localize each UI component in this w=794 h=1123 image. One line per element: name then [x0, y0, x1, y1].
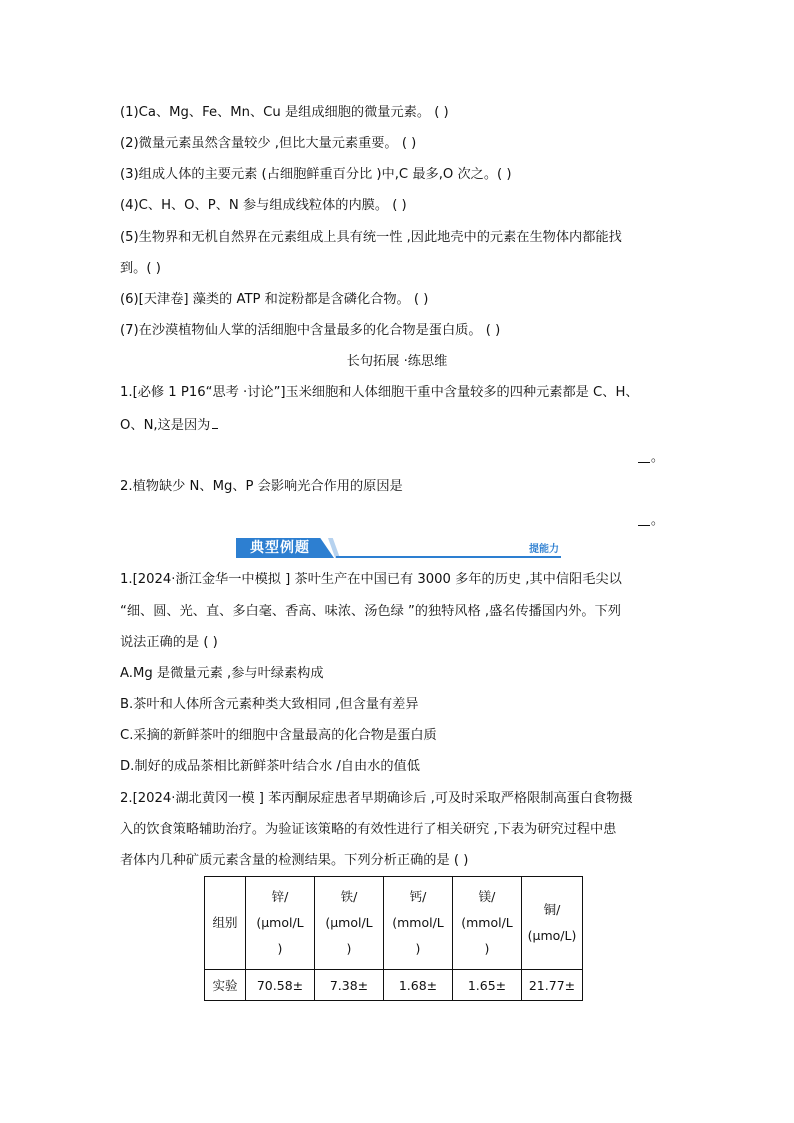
- end-mark: 。: [650, 513, 664, 528]
- table-header-magnesium: 镁/ (mmol/L ): [453, 877, 522, 970]
- table-header-calcium: 钙/ (mmol/L ): [384, 877, 453, 970]
- section-banner: [236, 538, 561, 558]
- judgment-5-cont: 到。( ): [120, 261, 161, 276]
- judgment-2: (2)微量元素虽然含量较少 ,但比大量元素重要。 ( ): [120, 136, 417, 151]
- table-row: [205, 970, 583, 1001]
- judgment-7: (7)在沙漠植物仙人掌的活细胞中含量最多的化合物是蛋白质。 ( ): [120, 323, 501, 338]
- example-1-line1: 1.[2024·浙江金华一中模拟 ] 茶叶生产在中国已有 3000 多年的历史 ,其中信阳毛尖以: [120, 572, 622, 587]
- option-d: D.制好的成品茶相比新鲜茶叶结合水 /自由水的值低: [120, 759, 420, 774]
- table-cell: 70.58±: [246, 970, 315, 1001]
- long-question-1-text: O、N,这是因为: [120, 418, 211, 433]
- banner-right-label: 提能力: [529, 544, 559, 555]
- example-2-line2: 入的饮食策略辅助治疗。为验证该策略的有效性进行了相关研究 ,下表为研究过程中患: [120, 822, 617, 837]
- table-header-zinc: 锌/ (μmol/L ): [246, 877, 315, 970]
- long-question-1-line2: [120, 414, 218, 436]
- judgment-5: (5)生物界和无机自然界在元素组成上具有统一性 ,因此地壳中的元素在生物体内都能找: [120, 230, 622, 245]
- table-cell: 21.77±: [522, 970, 583, 1001]
- judgment-1: (1)Ca、Mg、Fe、Mn、Cu 是组成细胞的微量元素。 ( ): [120, 105, 449, 120]
- banner-title: 典型例题: [250, 540, 310, 556]
- example-2-line3: 者体内几种矿质元素含量的检测结果。下列分析正确的是 ( ): [120, 853, 469, 868]
- long-question-2-end: [638, 511, 664, 531]
- answer-blank[interactable]: [212, 414, 218, 429]
- table-header-iron: 铁/ (μmol/L ): [315, 877, 384, 970]
- table-cell: 1.68±: [384, 970, 453, 1001]
- long-question-2-line1: 2.植物缺少 N、Mg、P 会影响光合作用的原因是: [120, 479, 403, 494]
- example-1-line3: 说法正确的是 ( ): [120, 635, 218, 650]
- mineral-table: [204, 876, 583, 1001]
- end-mark: 。: [650, 450, 664, 465]
- table-cell-group: 实验: [205, 970, 246, 1001]
- example-2-line1: 2.[2024·湖北黄冈一模 ] 苯丙酮尿症患者早期确诊后 ,可及时采取严格限制高蛋白食物摄: [120, 791, 633, 806]
- table-cell: 7.38±: [315, 970, 384, 1001]
- option-a: A.Mg 是微量元素 ,参与叶绿素构成: [120, 666, 324, 681]
- answer-blank[interactable]: [638, 512, 650, 526]
- judgment-6: (6)[天津卷] 藻类的 ATP 和淀粉都是含磷化合物。 ( ): [120, 292, 429, 307]
- answer-blank[interactable]: [638, 449, 650, 463]
- example-1-line2: “细、圆、光、直、多白毫、香高、味浓、汤色绿 ”的独特风格 ,盛名传播国内外。下列: [120, 604, 621, 619]
- option-b: B.茶叶和人体所含元素种类大致相同 ,但含量有差异: [120, 697, 419, 712]
- section-heading: 长句拓展 ·练思维: [346, 354, 448, 369]
- long-question-1-end: [638, 448, 664, 468]
- judgment-3: (3)组成人体的主要元素 (占细胞鲜重百分比 )中,C 最多,O 次之。( ): [120, 167, 512, 182]
- long-question-1-line1: 1.[必修 1 P16“思考 ·讨论”]玉米细胞和人体细胞干重中含量较多的四种元素都是 C、H、: [120, 385, 639, 400]
- table-header-copper: 铜/ (μmo/L): [522, 877, 583, 970]
- option-c: C.采摘的新鲜茶叶的细胞中含量最高的化合物是蛋白质: [120, 728, 437, 743]
- banner-underline: [336, 556, 561, 558]
- table-header-row: [205, 877, 583, 970]
- table-header-group: 组别: [205, 877, 246, 970]
- judgment-4: (4)C、H、O、P、N 参与组成线粒体的内膜。 ( ): [120, 198, 407, 213]
- table-cell: 1.65±: [453, 970, 522, 1001]
